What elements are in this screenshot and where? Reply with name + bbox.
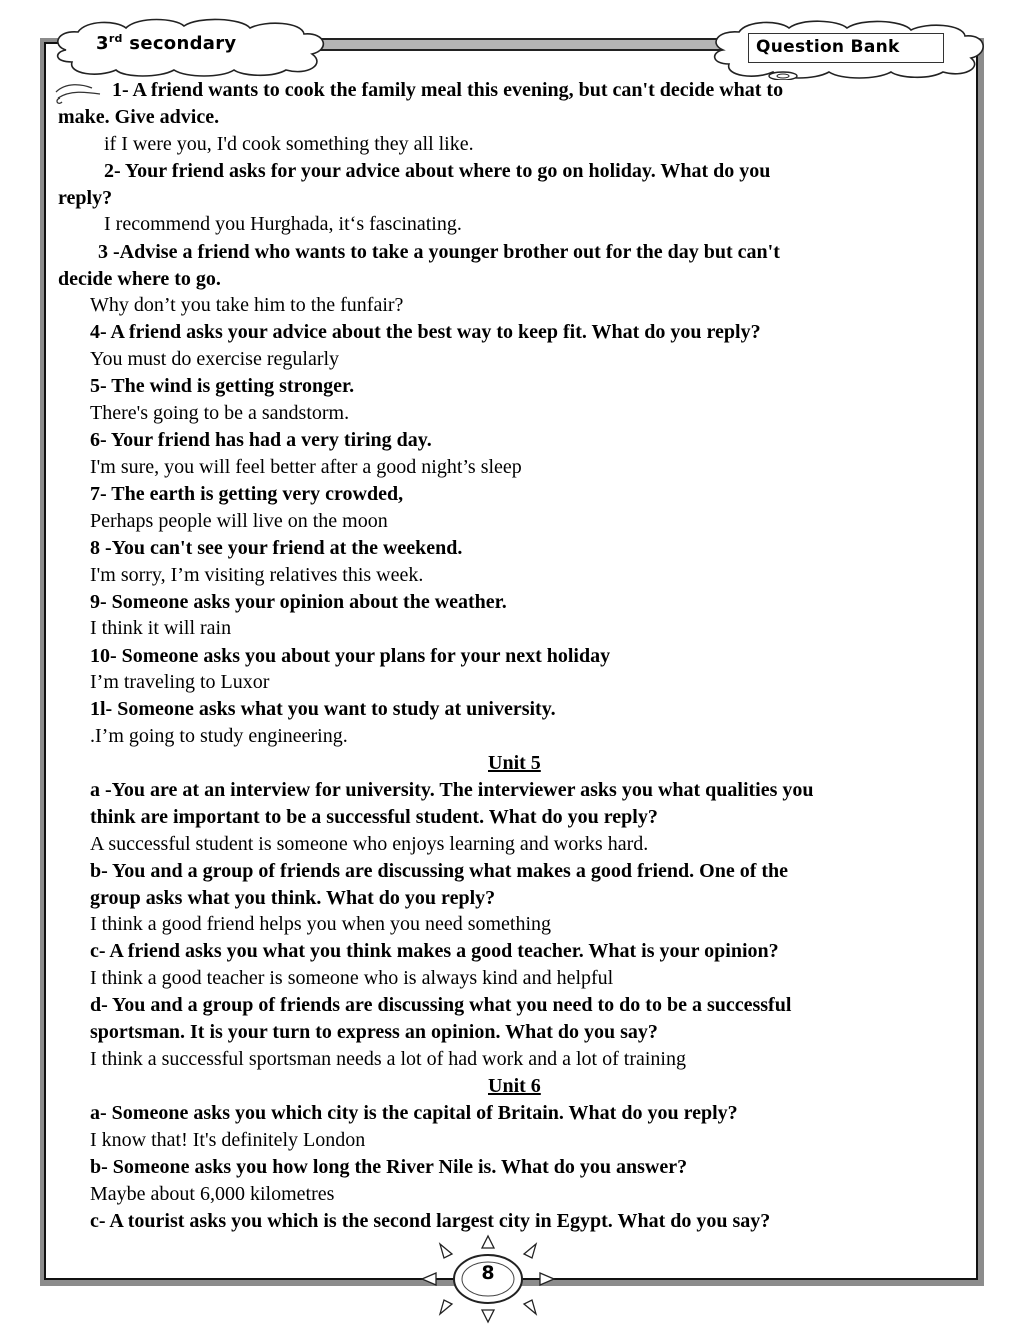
answer-line: if I were you, I'd cook something they all like.: [104, 133, 474, 155]
question-line: 4- A friend asks your advice about the best way to keep fit. What do you reply?: [90, 321, 761, 343]
answer-line: Perhaps people will live on the moon: [90, 510, 388, 532]
question-line: b- Someone asks you how long the River Nile is. What do you answer?: [90, 1156, 688, 1178]
question-line: b- You and a group of friends are discussing what makes a good friend. One of the: [90, 860, 789, 882]
header-bar: [300, 38, 740, 51]
question-line: 1l- Someone asks what you want to study at university.: [90, 698, 556, 720]
grade-label: 3rd secondary: [96, 32, 237, 54]
question-line: 8 -You can't see your friend at the weekend.: [90, 537, 463, 559]
answer-line: I recommend you Hurghada, it‘s fascinating.: [104, 213, 462, 235]
answer-line: .I’m going to study engineering.: [90, 725, 348, 747]
answer-line: I know that! It's definitely London: [90, 1129, 366, 1151]
question-line: 5- The wind is getting stronger.: [90, 375, 355, 397]
page-number: 8: [481, 1262, 495, 1284]
question-line: group asks what you think. What do you reply?: [90, 887, 496, 909]
question-line: 9- Someone asks your opinion about the weather.: [90, 591, 507, 613]
question-line: a- Someone asks you which city is the capital of Britain. What do you reply?: [90, 1102, 738, 1124]
question-line: c- A friend asks you what you think makes a good teacher. What is your opinion?: [90, 940, 779, 962]
answer-line: I think it will rain: [90, 617, 232, 639]
answer-line: I'm sure, you will feel better after a good night’s sleep: [90, 456, 522, 478]
question-line: decide where to go.: [58, 268, 221, 290]
question-line: 6- Your friend has had a very tiring day.: [90, 429, 432, 451]
answer-line: Why don’t you take him to the funfair?: [90, 294, 404, 316]
question-line: a -You are at an interview for university. The interviewer asks you what qualities you: [90, 779, 814, 801]
question-line: 10- Someone asks you about your plans for your next holiday: [90, 645, 611, 667]
answer-line: I think a good teacher is someone who is always kind and helpful: [90, 967, 614, 989]
answer-line: There's going to be a sandstorm.: [90, 402, 350, 424]
question-line: d- You and a group of friends are discussing what you need to do to be a successful: [90, 994, 792, 1016]
answer-line: A successful student is someone who enjoys learning and works hard.: [90, 833, 649, 855]
answer-line: I'm sorry, I’m visiting relatives this week.: [90, 564, 424, 586]
question-line: c- A tourist asks you which is the second largest city in Egypt. What do you say?: [90, 1210, 771, 1232]
question-line: 1- A friend wants to cook the family meal this evening, but can't decide what to: [112, 79, 784, 101]
unit-heading: Unit 6: [488, 1075, 541, 1097]
answer-line: I think a good friend helps you when you need something: [90, 913, 552, 935]
answer-line: I think a successful sportsman needs a lot of had work and a lot of training: [90, 1048, 686, 1070]
question-line: think are important to be a successful student. What do you reply?: [90, 806, 658, 828]
question-bank-label: Question Bank: [756, 37, 900, 57]
answer-line: I’m traveling to Luxor: [90, 671, 270, 693]
question-line: 3 -Advise a friend who wants to take a younger brother out for the day but can't: [98, 241, 780, 263]
unit-heading: Unit 5: [488, 752, 541, 774]
answer-line: Maybe about 6,000 kilometres: [90, 1183, 335, 1205]
question-line: sportsman. It is your turn to express an opinion. What do you say?: [90, 1021, 658, 1043]
question-line: make. Give advice.: [58, 106, 220, 128]
answer-line: You must do exercise regularly: [90, 348, 340, 370]
question-line: 2- Your friend asks for your advice about where to go on holiday. What do you: [104, 160, 771, 182]
question-line: 7- The earth is getting very crowded,: [90, 483, 404, 505]
question-line: reply?: [58, 187, 113, 209]
